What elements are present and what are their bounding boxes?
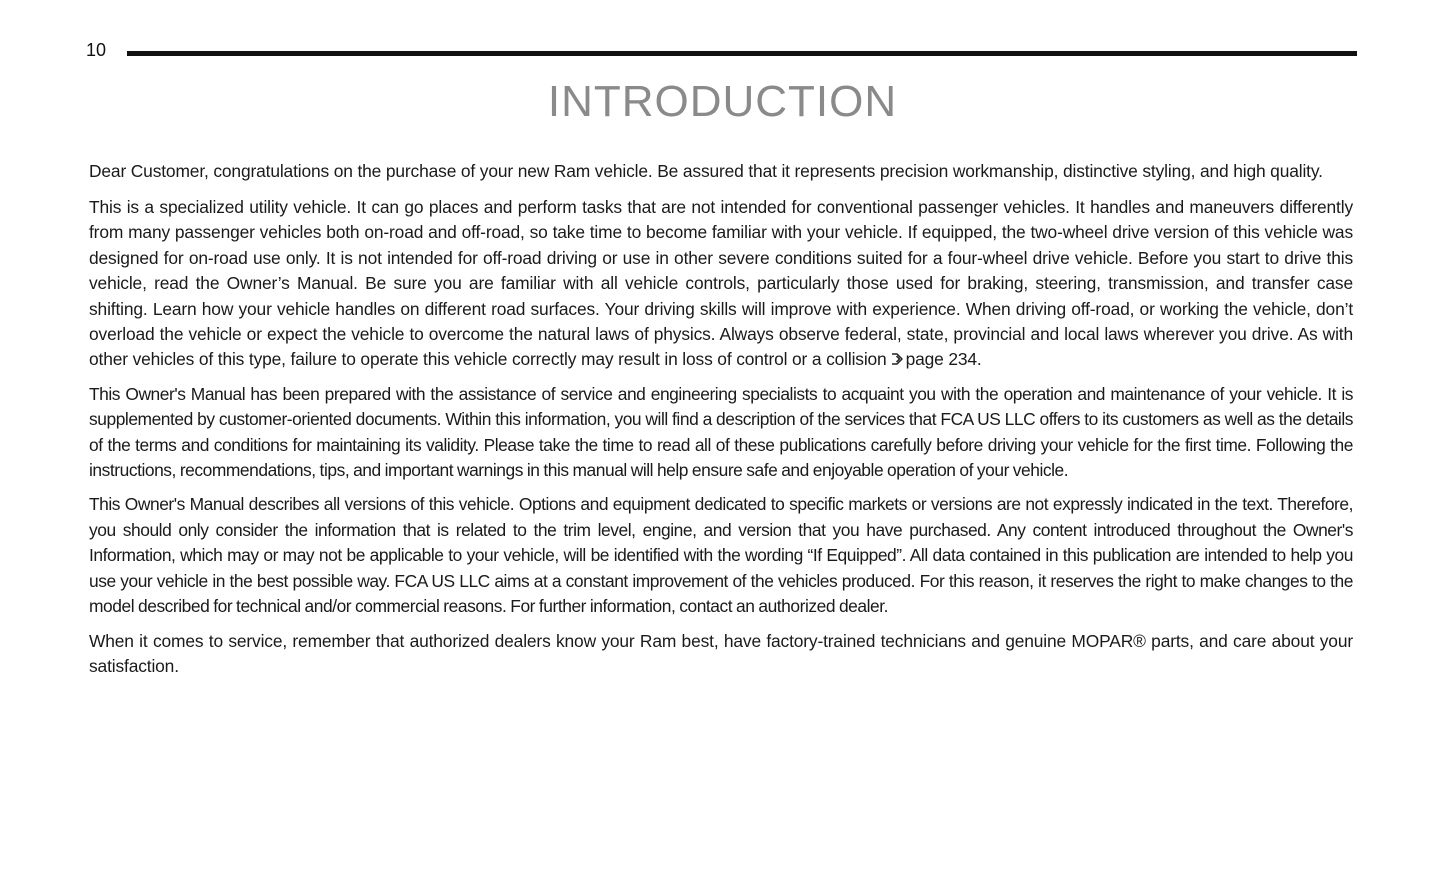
paragraph-utility-vehicle	[89, 195, 1353, 373]
page-number: 10	[86, 40, 107, 60]
paragraph-manual-versions: This Owner's Manual describes all versions of this vehicle. Options and equipment dedicated to specific markets or versions are not expressly indicated in the text. Therefore, you should only consider the information that is related to the trim level, engine, and version that you have purchased. Any content introduced throughout the Owner's Information, which may or may not be applicable to your vehicle, will be identified with the wording “If Equipped”. All data contained in this publication are intended to help you use your vehicle in the best possible way. FCA US LLC aims at a constant improvement of the vehicles produced. For this reason, it reserves the right to make changes to the model described for technical and/or commercial reasons. For further information, contact an authorized dealer.	[89, 494, 1353, 617]
arrow-right-icon	[890, 352, 904, 366]
paragraph-greeting: Dear Customer, congratulations on the purchase of your new Ram vehicle. Be assured that it represents precision workmanship, distinctive styling, and high quality.	[89, 161, 1323, 181]
section-title: INTRODUCTION	[547, 77, 898, 126]
page-header	[0, 0, 1445, 70]
paragraph-utility-vehicle-text: This is a specialized utility vehicle. It can go places and perform tasks that are not intended for conventional passenger vehicles. It handles and maneuvers differently from many passenger vehicles both on-road and off-road, so take time to become familiar with your vehicle. If equipped, the two-wheel drive version of this vehicle was designed for on-road use only. It is not intended for off-road driving or use in other severe conditions suited for a four-wheel drive vehicle. Before you start to drive this vehicle, read the Owner’s Manual. Be sure you are familiar with all vehicle controls, particularly those used for braking, steering, transmission, and transfer case shifting. Learn how your vehicle handles on different road surfaces. Your driving skills will improve with experience. When driving off-road, or working the vehicle, don’t overload the vehicle or expect the vehicle to overcome the natural laws of physics. Always observe federal, state, provincial and local laws wherever you drive. As with other vehicles of this type, failure to operate this vehicle correctly may result in loss of control or a collision	[89, 197, 1353, 370]
page-reference-link[interactable]: page 234.	[905, 349, 982, 370]
paragraph-manual-preparation: This Owner's Manual has been prepared with the assistance of service and engineering specialists to acquaint you with the operation and maintenance of your vehicle. It is supplemented by customer-oriented documents. Within this information, you will find a description of the services that FCA US LLC offers to its customers as well as the details of the terms and conditions for maintaining its validity. Please take the time to read all of these publications carefully before driving your vehicle for the first time. Following the instructions, recommendations, tips, and important warnings in this manual will help ensure safe and enjoyable operation of your vehicle.	[89, 383, 1353, 481]
header-rule	[127, 51, 1357, 56]
body-text	[89, 156, 1353, 688]
paragraph-service: When it comes to service, remember that authorized dealers know your Ram best, have factory-trained technicians and genuine MOPAR® parts, and care about your satisfaction.	[89, 630, 1353, 676]
